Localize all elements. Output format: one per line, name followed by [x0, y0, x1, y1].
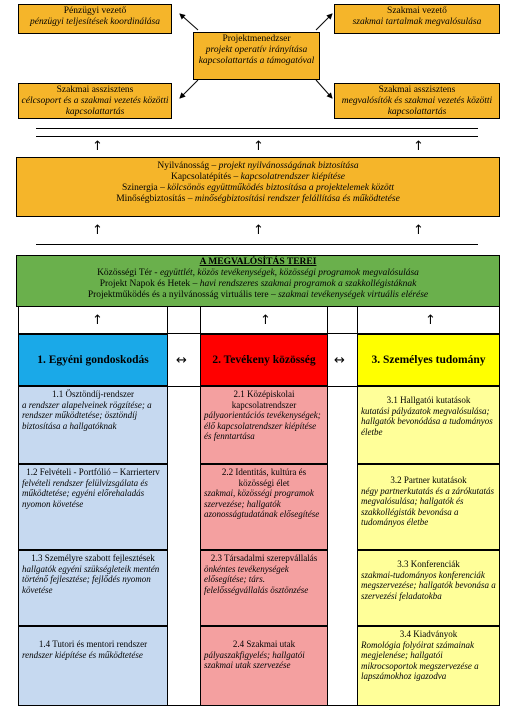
- up-arrow-icon: ↑: [413, 223, 424, 238]
- list-item: 2.4 Szakmai utak pályaszakfigyelés; hallgatói szakmai utak szervezése: [200, 626, 328, 706]
- support-functions-box: [16, 157, 500, 217]
- assistant-left-desc: célcsoport és a szakmai vezetés közötti kapcsolattartás: [21, 96, 169, 117]
- assistant-left-title: Szakmai asszisztens: [56, 85, 134, 95]
- arena-row-project-days: Projekt Napok és Hetek – havi rendszeres szakmai programok a szakkollégistáknak: [99, 279, 417, 289]
- arrow-to-assistant-left: [180, 80, 198, 98]
- assistant-right-desc: megvalósítók és szakmai vezetés közötti kapcsolattartás: [341, 96, 493, 117]
- support-row-quality: Minőségbiztosítás – minőségbiztosítási rendszer felállítása és működtetése: [116, 194, 400, 204]
- up-arrow-icon: ↑: [260, 313, 271, 328]
- project-manager-desc: projekt operatív irányítása kapcsolattartás a támogatóval: [198, 45, 315, 66]
- column-header-active-community: 2. Tevékeny közösség: [200, 334, 328, 386]
- professional-manager-title: Szakmai vezető: [387, 6, 447, 16]
- list-item: 3.3 Konferenciák szakmai-tudományos konferenciák megszervezése; hallgatók bevonása a szervezési feladatokba: [357, 550, 500, 626]
- divider-line: [167, 307, 168, 334]
- column-header-individual-care: 1. Egyéni gondoskodás: [18, 334, 168, 386]
- arena-row-community: Közösségi Tér - együttlét, közös tevékenységek, közösségi programok megvalósulása: [97, 268, 419, 278]
- financial-manager-title: Pénzügyi vezető: [63, 6, 127, 16]
- divider-line: [36, 136, 478, 137]
- bidirectional-arrow-icon: ↔: [334, 353, 345, 368]
- gap-column: [327, 386, 358, 706]
- arrow-to-financial: [180, 14, 198, 30]
- assistant-left-box: [18, 83, 172, 119]
- up-arrow-icon: ↑: [92, 313, 103, 328]
- project-manager-title: Projektmenedzser: [222, 34, 291, 44]
- list-item: 1.1 Ösztöndíj-rendszer a rendszer alapelveinek rögzítése; a rendszer működtetése; ösztöndíj biztosítása a hallgatóknak: [18, 386, 168, 464]
- assistant-right-box: [334, 83, 500, 119]
- assistant-right-title: Szakmai asszisztens: [378, 85, 456, 95]
- financial-manager-desc: pénzügyi teljesítések koordinálása: [30, 17, 160, 27]
- list-item: 1.3 Személyre szabott fejlesztések hallgatók egyéni szükségleteik mentén történő fejlesztése; fejlődés nyomon követése: [18, 550, 168, 626]
- divider-line: [327, 307, 328, 334]
- arena-title: A MEGVALÓSÍTÁS TEREI: [199, 257, 317, 267]
- list-item: 3.2 Partner kutatások négy partnerkutatás és a zárókutatás megvalósulása; hallgatók és szakkollégisták bevonása a tudományos életbe: [357, 464, 500, 550]
- gap-column: [167, 386, 201, 706]
- up-arrow-icon: ↑: [253, 223, 264, 238]
- list-item: 3.1 Hallgatói kutatások kutatási pályázatok megvalósulása; hallgatók bevonódása a tudományos életbe: [357, 386, 500, 464]
- professional-manager-desc: szakmai tartalmak megvalósulása: [352, 17, 482, 27]
- arrow-to-professional: [316, 14, 332, 30]
- list-item: 1.4 Tutori és mentori rendszer rendszer kiépítése és működtetése: [18, 626, 168, 706]
- list-item: 2.1 Középiskolai kapcsolatrendszer pályaorientációs tevékenységek; élő kapcsolatrendszer kiépítése és fenntartása: [200, 386, 328, 464]
- divider-line: [36, 128, 478, 129]
- list-item: 3.4 Kiadványok Romológia folyóirat számainak megjelenése; hallgatói mikrocsoportok megszervezése a lapszámokhoz igazodva: [357, 626, 500, 706]
- up-arrow-icon: ↑: [92, 139, 103, 154]
- support-row-synergy: Szinergia – kölcsönös együttműködés biztosítása a projektelemek között: [121, 183, 395, 193]
- up-arrow-icon: ↑: [253, 139, 264, 154]
- divider-line: [357, 307, 358, 334]
- implementation-arenas-box: [16, 255, 500, 307]
- up-arrow-icon: ↑: [413, 139, 424, 154]
- list-item: 2.3 Társadalmi szerepvállalás önkéntes tevékenységek elősegítése; társ. felelősségvállalás ösztönzése: [200, 550, 328, 626]
- bidirectional-arrow-icon: ↔: [176, 353, 187, 368]
- list-item: 2.2 Identitás, kultúra és közösségi élet szakmai, közösségi programok szervezése; hallgatók azonosságtudatának elősegítése: [200, 464, 328, 550]
- divider-line: [200, 307, 201, 334]
- list-item: 1.2 Felvételi - Portfólió – Karrierterv felvételi rendszer felülvizsgálata és működtetése; egyéni előrehaladás nyomon követése: [18, 464, 168, 550]
- support-row-networking: Kapcsolatépítés – kapcsolatrendszer kiépítése: [170, 172, 346, 182]
- arrow-to-assistant-right: [316, 80, 332, 98]
- support-row-publicity: Nyilvánosság – projekt nyilvánosságának biztosítása: [157, 161, 359, 171]
- up-arrow-icon: ↑: [92, 223, 103, 238]
- column-header-personal-science: 3. Személyes tudomány: [357, 334, 500, 386]
- up-arrow-icon: ↑: [425, 313, 436, 328]
- divider-line: [36, 244, 478, 245]
- arena-row-virtual: Projektműködés és a nyilvánosság virtuális tere – szakmai tevékenységek virtuális elérése: [87, 290, 429, 300]
